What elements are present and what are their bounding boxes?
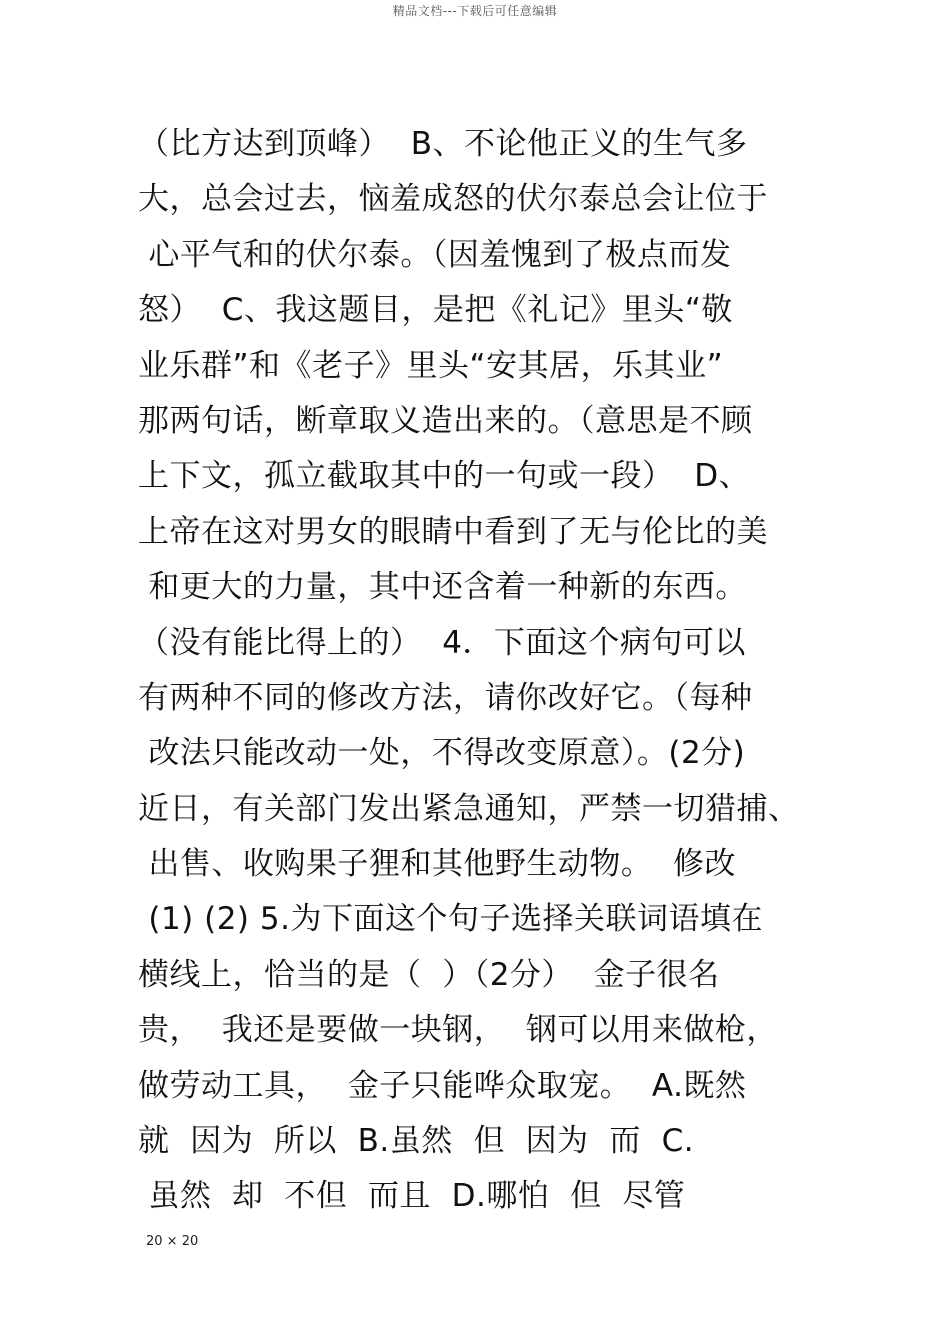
text-line: 虽然 却 不但 而且 D.哪怕 但 尽管 (138, 1178, 686, 1215)
text-line: 改法只能改动一处，不得改变原意）。(2分) (138, 735, 746, 772)
text-line: 近日，有关部门发出紧急通知，严禁一切猎捕、 (138, 790, 800, 827)
document-body (138, 117, 838, 1225)
text-line: （没有能比得上的） 4．下面这个病句可以 (138, 624, 746, 661)
text-line: 上帝在这对男女的眼睛中看到了无与伦比的美 (138, 513, 768, 550)
text-line: 贵， 我还是要做一块钢， 钢可以用来做枪， (138, 1012, 778, 1049)
text-line: 做劳动工具， 金子只能哗众取宠。 A.既然 (138, 1067, 747, 1104)
text-line: 和更大的力量，其中还含着一种新的东西。 (138, 569, 747, 606)
page-header: 精品文档---下载后可任意编辑 (392, 4, 558, 18)
text-line: 那两句话，断章取义造出来的。（意思是不顾 (138, 402, 753, 439)
text-line: 出售、收购果子狸和其他野生动物。 修改 (138, 846, 737, 883)
text-line: 大，总会过去，恼羞成怒的伏尔泰总会让位于 (138, 181, 768, 218)
text-line: (1) (2) 5.为下面这个句子选择关联词语填在 (138, 901, 763, 938)
text-line: 就 因为 所以 B.虽然 但 因为 而 C. (138, 1123, 695, 1160)
text-line: （比方达到顶峰） B、不论他正义的生气多 (138, 126, 748, 162)
text-line: 有两种不同的修改方法，请你改好它。（每种 (138, 679, 753, 716)
text-line: 上下文，孤立截取其中的一句或一段） D、 (138, 458, 751, 495)
text-line: 业乐群”和《老子》里头“安其居，乐其业” (138, 347, 724, 384)
text-line: 横线上，恰当的是（ ）（2分） 金子很名 (138, 956, 720, 993)
text-line: 心平气和的伏尔泰。（因羞愧到了极点而发 (138, 236, 732, 273)
grid-size-label: 20 × 20 (146, 1234, 199, 1249)
text-line: 怒） C、我这题目，是把《礼记》里头“敬 (138, 292, 733, 329)
